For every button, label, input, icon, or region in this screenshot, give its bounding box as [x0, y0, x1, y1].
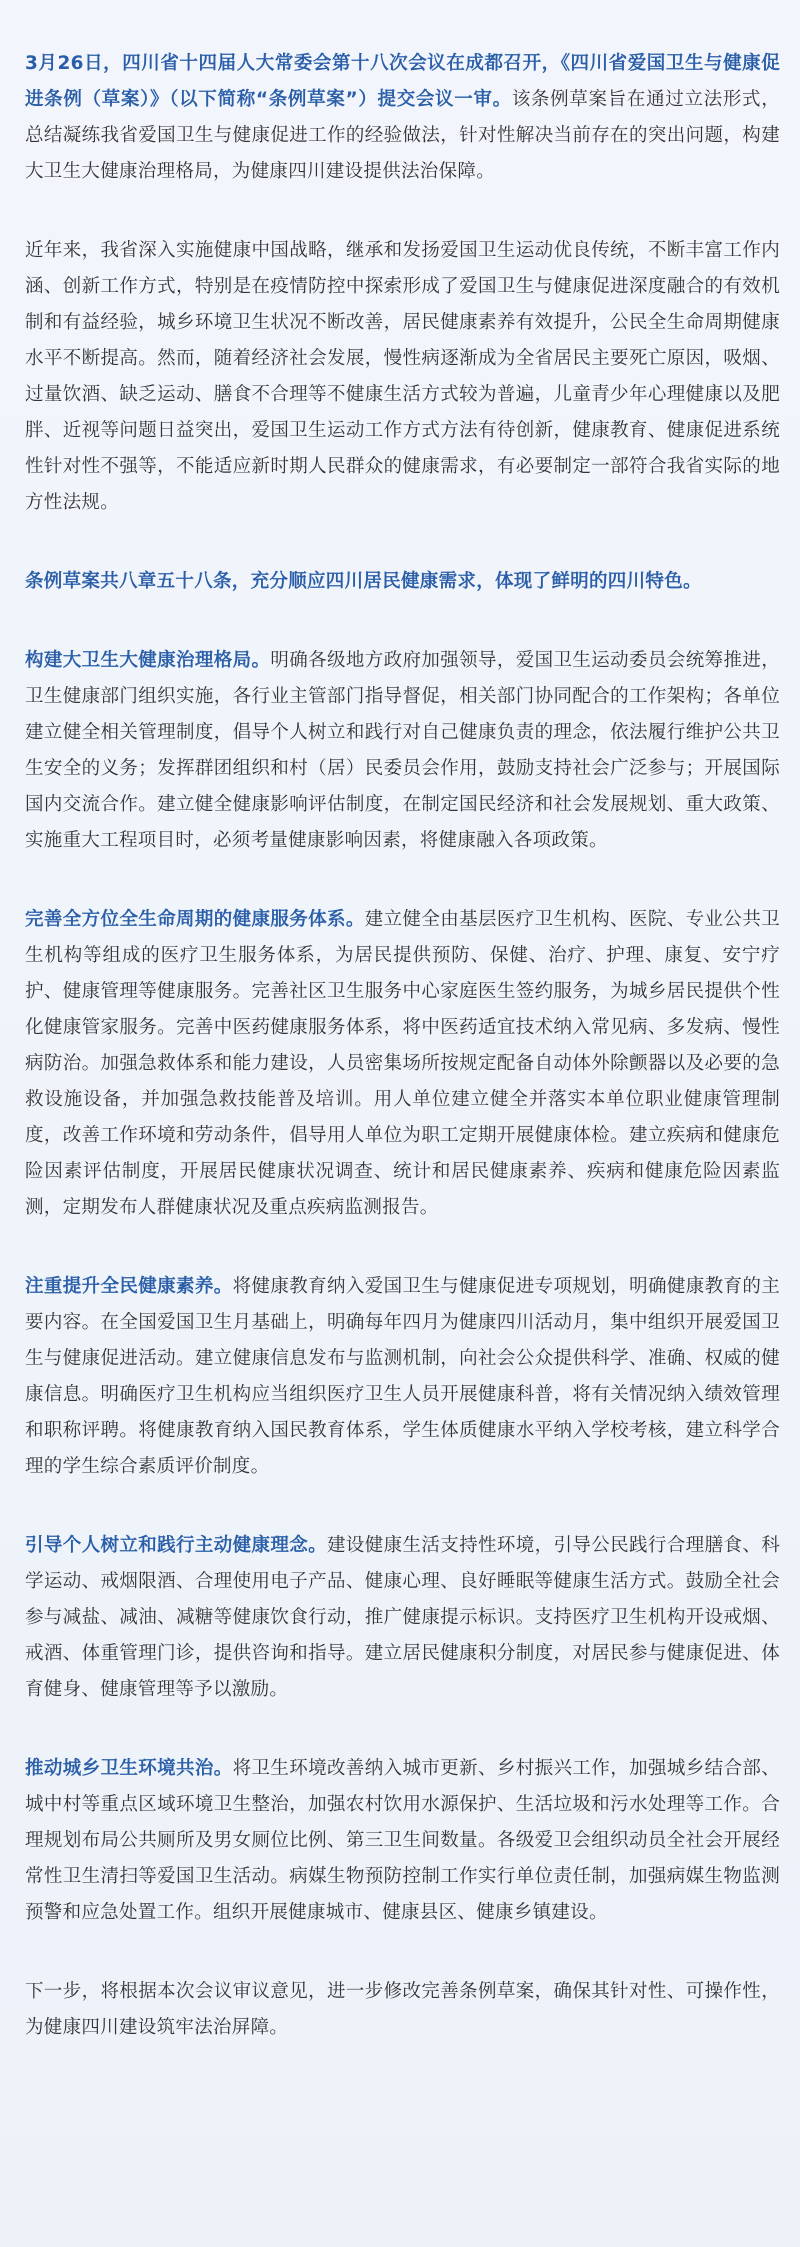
section-governance: [25, 643, 780, 859]
section-lead: 构建大卫生大健康治理格局。: [25, 650, 271, 671]
section-body: 将卫生环境改善纳入城市更新、乡村振兴工作，加强城乡结合部、城中村等重点区域环境卫生整治，加强农村饮用水源保护、生活垃圾和污水处理等工作。合理规划布局公共厕所及男女厕位比例、第三卫生间数量。各级爱卫会组织动员全社会开展经常性卫生清扫等爱国卫生活动。病媒生物预防控制工作实行单位责任制，加强病媒生物监测预警和应急处置工作。组织开展健康城市、健康县区、健康乡镇建设。: [25, 1758, 781, 1923]
intro-paragraph: [25, 46, 780, 190]
closing-body: 下一步，将根据本次会议审议意见，进一步修改完善条例草案，确保其针对性、可操作性，为健康四川建设筑牢法治屏障。: [25, 1981, 780, 2038]
section-body: 建立健全由基层医疗卫生机构、医院、专业公共卫生机构等组成的医疗卫生服务体系，为居民提供预防、保健、治疗、护理、康复、安宁疗护、健康管理等健康服务。完善社区卫生服务中心家庭医生签约服务，为城乡居民提供个性化健康管家服务。完善中医药健康服务体系，将中医药适宜技术纳入常见病、多发病、慢性病防治。加强急救体系和能力建设，人员密集场所按规定配备自动体外除颤器以及必要的急救设施设备，并加强急救技能普及培训。用人单位建立健全并落实本单位职业健康管理制度，改善工作环境和劳动条件，倡导用人单位为职工定期开展健康体检。建立疾病和健康危险因素评估制度，开展居民健康状况调查、统计和居民健康素养、疾病和健康危险因素监测，定期发布人群健康状况及重点疾病监测报告。: [25, 909, 780, 1218]
background-body: 近年来，我省深入实施健康中国战略，继承和发扬爱国卫生运动优良传统，不断丰富工作内涵、创新工作方式，特别是在疫情防控中探索形成了爱国卫生与健康促进深度融合的有效机制和有益经验，城乡环境卫生状况不断改善，居民健康素养有效提升，公民全生命周期健康水平不断提高。然而，随着经济社会发展，慢性病逐渐成为全省居民主要死亡原因，吸烟、过量饮酒、缺乏运动、膳食不合理等不健康生活方式较为普遍，儿童青少年心理健康以及肥胖、近视等问题日益突出，爱国卫生运动工作方式方法有待创新，健康教育、健康促进系统性针对性不强等，不能适应新时期人民群众的健康需求，有必要制定一部符合我省实际的地方性法规。: [25, 240, 780, 513]
section-lead: 完善全方位全生命周期的健康服务体系。: [25, 909, 365, 930]
section-lead: 推动城乡卫生环境共治。: [25, 1758, 233, 1779]
background-paragraph: [25, 233, 780, 521]
summary-heading: [25, 564, 780, 600]
closing-paragraph: [25, 1974, 780, 2046]
section-environment: [25, 1751, 780, 1931]
section-lead: 引导个人树立和践行主动健康理念。: [25, 1535, 328, 1556]
section-health-literacy: [25, 1269, 780, 1485]
section-body: 将健康教育纳入爱国卫生与健康促进专项规划，明确健康教育的主要内容。在全国爱国卫生月基础上，明确每年四月为健康四川活动月，集中组织开展爱国卫生与健康促进活动。建立健康信息发布与监测机制，向社会公众提供科学、准确、权威的健康信息。明确医疗卫生机构应当组织医疗卫生人员开展健康科普，将有关情况纳入绩效管理和职称评聘。将健康教育纳入国民教育体系，学生体质健康水平纳入学校考核，建立科学合理的学生综合素质评价制度。: [25, 1276, 781, 1477]
section-body: 明确各级地方政府加强领导，爱国卫生运动委员会统筹推进，卫生健康部门组织实施，各行业主管部门指导督促，相关部门协同配合的工作架构；各单位建立健全相关管理制度，倡导个人树立和践行对自己健康负责的理念，依法履行维护公共卫生安全的义务；发挥群团组织和村（居）民委员会作用，鼓励支持社会广泛参与；开展国际国内交流合作。建立健全健康影响评估制度，在制定国民经济和社会发展规划、重大政策、实施重大工程项目时，必须考量健康影响因素，将健康融入各项政策。: [25, 650, 780, 851]
summary-text: 条例草案共八章五十八条，充分顺应四川居民健康需求，体现了鲜明的四川特色。: [25, 571, 702, 592]
section-lead: 注重提升全民健康素养。: [25, 1276, 233, 1297]
intro-body: 该条例草案旨在通过立法形式，总结凝练我省爱国卫生与健康促进工作的经验做法，针对性解决当前存在的突出问题，构建大卫生大健康治理格局，为健康四川建设提供法治保障。: [25, 89, 781, 182]
section-health-services: [25, 902, 780, 1226]
section-body: 建设健康生活支持性环境，引导公民践行合理膳食、科学运动、戒烟限酒、合理使用电子产品、健康心理、良好睡眠等健康生活方式。鼓励全社会参与减盐、减油、减糖等健康饮食行动，推广健康提示标识。支持医疗卫生机构开设戒烟、戒酒、体重管理门诊，提供咨询和指导。建立居民健康积分制度，对居民参与健康促进、体育健身、健康管理等予以激励。: [25, 1535, 780, 1700]
intro-lead: 3月26日，四川省十四届人大常委会第十八次会议在成都召开，《四川省爱国卫生与健康促进条例（草案）》（以下简称“条例草案”）提交会议一审。: [25, 53, 780, 110]
section-active-health: [25, 1528, 780, 1708]
